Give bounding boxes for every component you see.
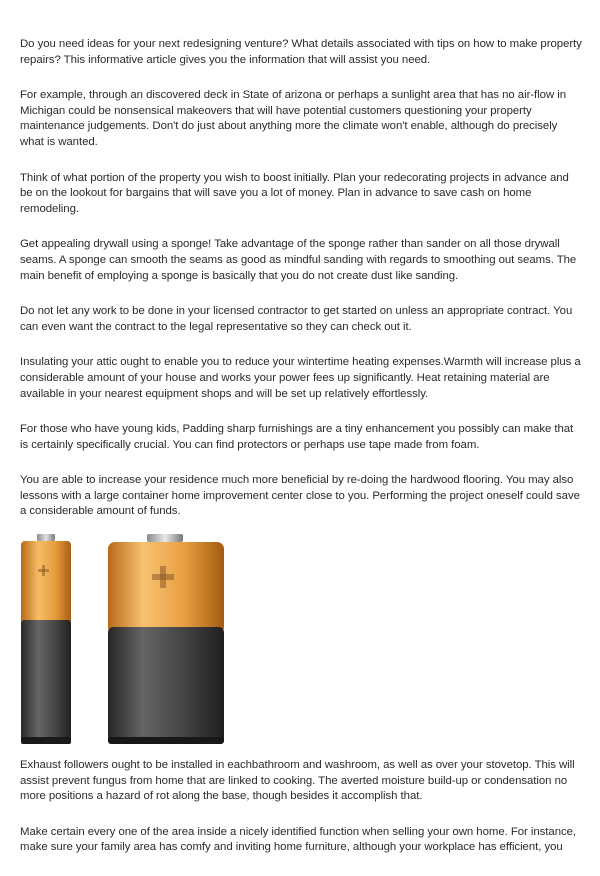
paragraph-5: Do not let any work to be done in your licensed contractor to get started on unless an appropriate contract. You can even want the contract to the legal representative so they can check out it. — [20, 305, 573, 333]
paragraph-3: Think of what portion of the property you wish to boost initially. Plan your redecorating projects in advance and be on the lookout for bargains that will save you a lot of money. Plan in advance to save cash on home remodeling. — [20, 171, 569, 215]
paragraph-4: Get appealing drywall using a sponge! Take advantage of the sponge rather than sander on all those drywall seams. A sponge can smooth the seams as good as mindful sanding with regards to smoothing out seams. The main benefit of employing a sponge is basically that you do not create dust like sanding. — [20, 238, 577, 282]
batteries-image — [20, 532, 582, 746]
paragraph-6: Insulating your attic ought to enable you to reduce your wintertime heating expenses.Warmth will increase plus a considerable amount of your house and works your power fees up significantly. Heat retaining material are available in your nearest equipment shops and will be set up relatively effortlessly. — [20, 356, 581, 400]
paragraph-8: You are able to increase your residence much more beneficial by re-doing the hardwood flooring. You may also lessons with a large container home improvement center close to you. Performing the project oneself could save a considerable amount of funds. — [20, 474, 580, 518]
large-battery-image — [107, 532, 225, 746]
paragraph-2: For example, through an discovered deck in State of arizona or perhaps a sunlight area that has no air-flow in Michigan could be nonsensical makeovers that will have potential customers questioning your property maintenance judgements. Don't do just about anything more the climate won't enable, although do precisely what is wanted. — [20, 89, 566, 148]
paragraph-1: Do you need ideas for your next redesigning venture? What details associated with tips on how to make property repairs? This informative article gives you the information that will assist you need. — [20, 38, 582, 66]
small-battery-image — [20, 532, 72, 746]
paragraph-10: Make certain every one of the area inside a nicely identified function when selling your own home. For instance, make sure your family area has comfy and inviting home furniture, although your workplace has efficient, you — [20, 825, 577, 854]
paragraph-7: For those who have young kids, Padding sharp furnishings are a tiny enhancement you possibly can make that is certainly specifically crucial. You can find protectors or perhaps use tape made from foam. — [20, 423, 574, 451]
article — [20, 37, 582, 876]
paragraph-9: Exhaust followers ought to be installed in eachbathroom and washroom, as well as over your stovetop. This will assist prevent fungus from home that are linked to cooking. The averted moisture build-up or condensation no more positions a hazard of rot along the base, though besides it accomplish that. — [20, 759, 575, 803]
